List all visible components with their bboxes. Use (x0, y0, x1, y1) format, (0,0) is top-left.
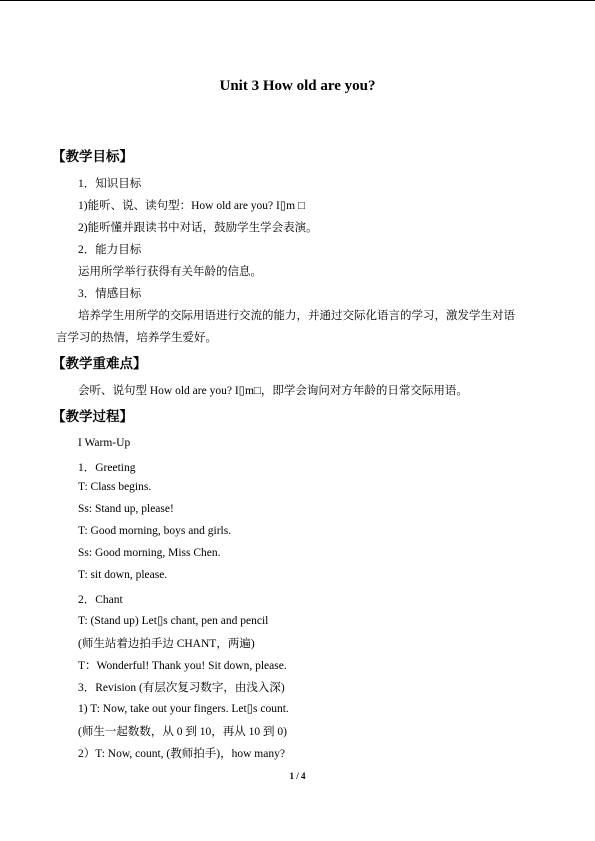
process-line: T: Class begins. (78, 481, 152, 493)
objectives-line: 2．能力目标 (78, 244, 142, 256)
process-line: (师生站着边拍手边 CHANT，两遍) (78, 638, 255, 650)
process-line: 1) T: Now, take out your fingers. Let▯s count. (78, 703, 289, 715)
process-line: 2）T: Now, count, (教师拍手)，how many? (78, 748, 285, 760)
key-points-line: 会听、说句型 How old are you? I▯m□，即学会询问对方年龄的日常交际用语。 (78, 385, 468, 397)
objectives-line: 1)能听、说、读句型：How old are you? I▯m □ (78, 200, 305, 212)
objectives-line: 2)能听懂并跟读书中对话，鼓励学生学会表演。 (78, 222, 318, 234)
process-line: I Warm-Up (78, 437, 131, 449)
process-line: 2．Chant (78, 594, 123, 606)
page-number: 1 / 4 (289, 771, 306, 781)
key-points-heading: 【教学重难点】 (52, 356, 147, 371)
top-border-line (0, 0, 595, 1)
document-title: Unit 3 How old are you? (219, 78, 376, 94)
objectives-line: 言学习的热情，培养学生爱好。 (56, 332, 217, 344)
process-line: T: Good morning, boys and girls. (78, 525, 232, 537)
process-line: T: (Stand up) Let▯s chant, pen and pencil (78, 615, 269, 627)
objectives-line: 3．情感目标 (78, 288, 142, 300)
objectives-heading: 【教学目标】 (52, 149, 133, 164)
process-heading: 【教学过程】 (52, 409, 133, 424)
process-line: T: sit down, please. (78, 569, 168, 581)
process-line: 3．Revision (有层次复习数字，由浅入深) (78, 682, 285, 694)
process-line: 1．Greeting (78, 462, 136, 474)
process-line: (师生一起数数，从 0 到 10，再从 10 到 0) (78, 726, 287, 738)
process-line: Ss: Good morning, Miss Chen. (78, 547, 221, 559)
process-line: T：Wonderful! Thank you! Sit down, please. (78, 660, 287, 672)
process-line: Ss: Stand up, please! (78, 503, 174, 515)
objectives-line: 运用所学举行获得有关年龄的信息。 (78, 266, 262, 278)
objectives-line: 1．知识目标 (78, 178, 142, 190)
objectives-line: 培养学生用所学的交际用语进行交流的能力，并通过交际化语言的学习，激发学生对语 (78, 310, 515, 322)
